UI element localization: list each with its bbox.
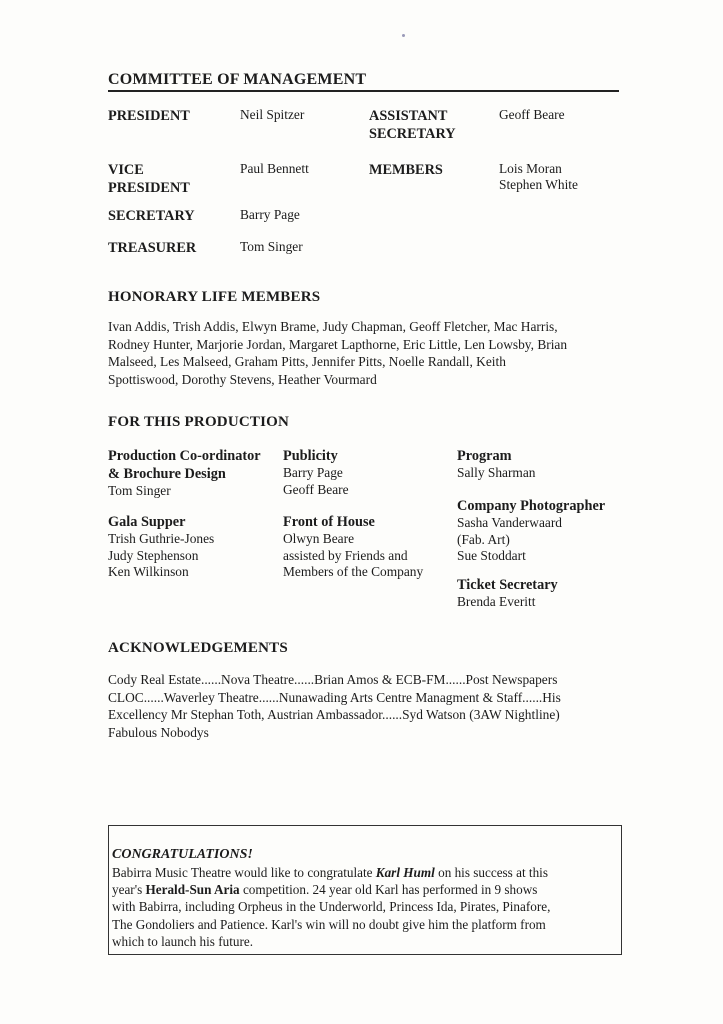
production-heading: FOR THIS PRODUCTION (108, 414, 290, 430)
acknowledgements-line: Cody Real Estate......Nova Theatre......Brian Amos & ECB-FM......Post Newspapers (108, 672, 558, 687)
coordinator-title-2: & Brochure Design (108, 466, 226, 482)
congrats-text: year's (112, 882, 146, 898)
ticket-title: Ticket Secretary (457, 577, 558, 593)
honorary-line: Spottiswood, Dorothy Stevens, Heather Vourmard (108, 371, 377, 387)
congratulations-line (112, 881, 620, 898)
herald-sun-aria: Herald-Sun Aria (145, 882, 240, 898)
member-name: Stephen White (499, 177, 578, 192)
honorary-heading: HONORARY LIFE MEMBERS (108, 289, 321, 305)
congratulations-heading: CONGRATULATIONS! (112, 847, 253, 862)
ticket-block (457, 576, 558, 611)
secretary-name: Barry Page (240, 207, 300, 222)
congratulations-line: with Babirra, including Orpheus in the Underworld, Princess Ida, Pirates, Pinafore, (112, 899, 551, 915)
vice-president-label-2: PRESIDENT (108, 180, 190, 196)
publicity-block (283, 447, 349, 498)
photographer-block (457, 497, 605, 565)
secretary-label: SECRETARY (108, 208, 195, 224)
honorary-line: Ivan Addis, Trish Addis, Elwyn Brame, Judy Chapman, Geoff Fletcher, Mac Harris, (108, 319, 558, 334)
assistant-secretary-label-2: SECRETARY (369, 126, 456, 142)
congratulations-line (112, 864, 620, 881)
honorary-list (108, 318, 628, 388)
acknowledgements-line: Fabulous Nobodys (108, 724, 209, 740)
treasurer-label: TREASURER (108, 240, 197, 256)
coordinator-block (108, 447, 261, 500)
vice-president-name: Paul Bennett (240, 161, 309, 176)
president-name: Neil Spitzer (240, 107, 305, 122)
acknowledgements-line: Excellency Mr Stephan Toth, Austrian Ambassador......Syd Watson (3AW Nightline) (108, 707, 560, 723)
congratulations-text (112, 864, 620, 950)
coordinator-name: Tom Singer (108, 483, 171, 498)
program-block (457, 447, 535, 482)
committee-heading: COMMITTEE OF MANAGEMENT (108, 71, 367, 88)
heading-rule (108, 90, 619, 92)
front-of-house-block (283, 513, 423, 581)
congratulations-box (108, 825, 622, 955)
vice-president-label-1: VICE (108, 162, 144, 178)
program-name: Sally Sharman (457, 465, 536, 480)
member-name: Lois Moran (499, 161, 562, 176)
program-title: Program (457, 448, 512, 464)
treasurer-name: Tom Singer (240, 239, 303, 254)
scan-speck (402, 34, 405, 37)
acknowledgements-line: CLOC......Waverley Theatre......Nunawading Arts Centre Managment & Staff......His (108, 689, 561, 705)
photographer-name: (Fab. Art) (457, 531, 510, 547)
photographer-name: Sasha Vanderwaard (457, 515, 562, 530)
congrats-text: competition. 24 year old Karl has performed in 9 shows (239, 882, 538, 898)
publicity-title: Publicity (283, 448, 338, 464)
front-of-house-name: Members of the Company (283, 564, 424, 579)
assistant-secretary-label-1: ASSISTANT (369, 108, 448, 124)
coordinator-title: Production Co-ordinator (108, 448, 261, 464)
congratulations-line: which to launch his future. (112, 933, 253, 949)
acknowledgements-text (108, 671, 628, 741)
front-of-house-name: assisted by Friends and (283, 547, 408, 563)
gala-name: Trish Guthrie-Jones (108, 531, 215, 546)
karl-huml-name: Karl Huml (375, 865, 435, 880)
congrats-text: on his success at this (434, 865, 548, 880)
ticket-name: Brenda Everitt (457, 594, 536, 609)
assistant-secretary-name: Geoff Beare (499, 107, 565, 122)
gala-name: Ken Wilkinson (108, 564, 189, 579)
gala-name: Judy Stephenson (108, 547, 199, 563)
gala-title: Gala Supper (108, 514, 186, 530)
members-label: MEMBERS (369, 162, 443, 178)
president-label: PRESIDENT (108, 108, 190, 124)
photographer-name: Sue Stoddart (457, 548, 526, 563)
publicity-name: Geoff Beare (283, 481, 349, 497)
front-of-house-title: Front of House (283, 514, 375, 530)
photographer-title: Company Photographer (457, 498, 606, 514)
honorary-line: Malseed, Les Malseed, Graham Pitts, Jennifer Pitts, Noelle Randall, Keith (108, 354, 506, 370)
congratulations-line: The Gondoliers and Patience. Karl's win will no doubt give him the platform from (112, 916, 546, 932)
front-of-house-name: Olwyn Beare (283, 531, 355, 546)
acknowledgements-heading: ACKNOWLEDGEMENTS (108, 640, 288, 656)
congrats-text: Babirra Music Theatre would like to congratulate (112, 865, 376, 880)
gala-block (108, 513, 214, 581)
honorary-line: Rodney Hunter, Marjorie Jordan, Margaret Lapthorne, Eric Little, Len Lowsby, Brian (108, 336, 568, 352)
publicity-name: Barry Page (283, 465, 343, 480)
